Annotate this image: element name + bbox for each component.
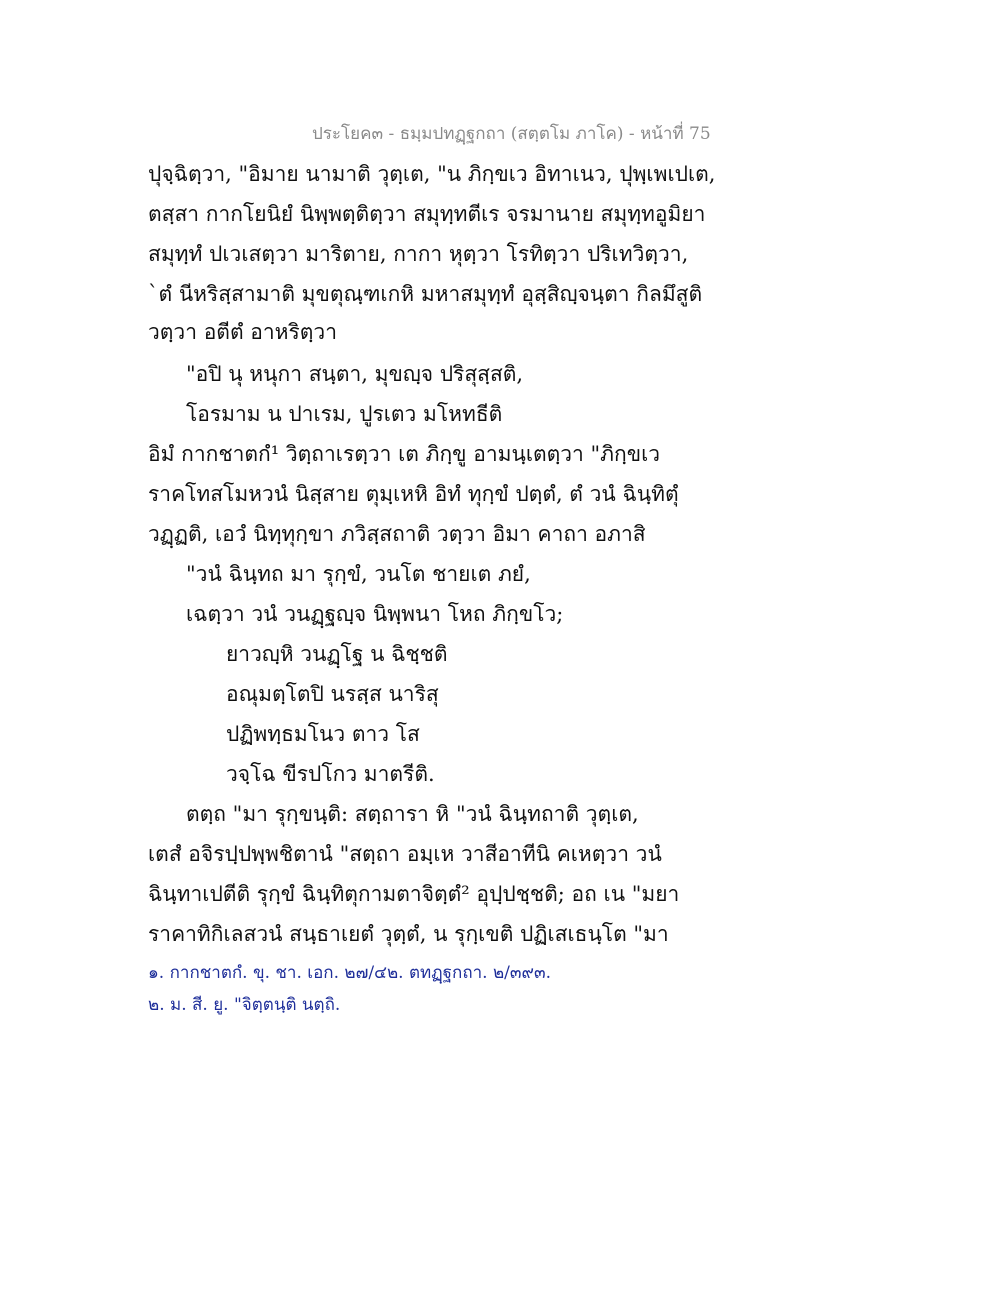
verse-line: ยาวญฺหิ วนฏฺโฐ น ฉิชฺชติ bbox=[226, 642, 448, 666]
page-header: ประโยค๓ - ธมฺมปทฏฺฐกถา (สตฺตโม ภาโค) - หน้าที่ 75 bbox=[312, 124, 711, 144]
footnote: ๒. ม. สี. ยู. "จิตฺตนฺติ นตฺถิ. bbox=[148, 995, 341, 1015]
body-line: `ตํ นีหริสฺสามาติ มุขตุณฺฑเกหิ มหาสมุทฺทํ อุสฺสิญฺจนฺตา กิลมึสูติ bbox=[148, 282, 703, 306]
footnote: ๑. กากชาตกํ. ขุ. ชา. เอก. ๒๗/๔๒. ตทฏฺฐกถา. ๒/๓๙๓. bbox=[148, 963, 552, 983]
body-line: อิมํ กากชาตกํ¹ วิตฺถาเรตฺวา เต ภิกฺขู อามนฺเตตฺวา "ภิกฺขเว bbox=[148, 442, 661, 466]
body-line: ราคาทิกิเลสวนํ สนฺธาเยตํ วุตฺตํ, น รุกฺเขติ ปฏิเสเธนฺโต "มา bbox=[148, 922, 669, 946]
verse-line: เฉตฺวา วนํ วนฏฺฐญฺจ นิพฺพนา โหถ ภิกฺขโว; bbox=[186, 602, 564, 626]
body-line: เตสํ อจิรปฺปพฺพชิตานํ "สตฺถา อมฺเห วาสีอาทีนิ คเหตฺวา วนํ bbox=[148, 842, 662, 866]
verse-line: อณุมตฺโตปิ นรสฺส นาริสุ bbox=[226, 682, 439, 706]
verse-line: โอรมาม น ปาเรม, ปูรเตว มโหทธีติ bbox=[186, 402, 503, 426]
body-line: ราคโทสโมหวนํ นิสฺสาย ตุมฺเหหิ อิทํ ทุกฺขํ ปตฺตํ, ตํ วนํ ฉินฺทิตุํ bbox=[148, 482, 679, 506]
verse-line: "อปิ นุ หนุกา สนฺตา, มุขญฺจ ปริสุสฺสติ, bbox=[186, 362, 524, 386]
body-line: ตตฺถ "มา รุกฺขนฺติ: สตฺถารา หิ "วนํ ฉินฺทถาติ วุตฺเต, bbox=[186, 802, 639, 826]
verse-line: วจฺโฉ ขีรปโกว มาตรีติ. bbox=[226, 762, 435, 786]
verse-line: "วนํ ฉินฺทถ มา รุกฺขํ, วนโต ชายเต ภยํ, bbox=[186, 562, 531, 586]
body-line: ตสฺสา กากโยนิยํ นิพฺพตฺติตฺวา สมุทฺทตีเร จรมานาย สมุทฺทอูมิยา bbox=[148, 202, 706, 226]
body-line: วฏฺฏติ, เอวํ นิทฺทุกฺขา ภวิสฺสถาติ วตฺวา อิมา คาถา อภาสิ bbox=[148, 522, 646, 546]
body-line: ปุจฺฉิตฺวา, "อิมาย นามาติ วุตฺเต, "น ภิกฺขเว อิทาเนว, ปุพฺเพเปเต, bbox=[148, 162, 716, 186]
verse-line: ปฏิพทฺธมโนว ตาว โส bbox=[226, 722, 420, 746]
body-line: ฉินฺทาเปตีติ รุกฺขํ ฉินฺทิตุกามตาจิตฺตํ² อุปฺปชฺชติ; อถ เน "มยา bbox=[148, 882, 680, 906]
body-line: วตฺวา อตีตํ อาหริตฺวา bbox=[148, 320, 337, 344]
body-line: สมุทฺทํ ปเวเสตฺวา มาริตาย, กากา หุตฺวา โรทิตฺวา ปริเทวิตฺวา, bbox=[148, 242, 689, 266]
